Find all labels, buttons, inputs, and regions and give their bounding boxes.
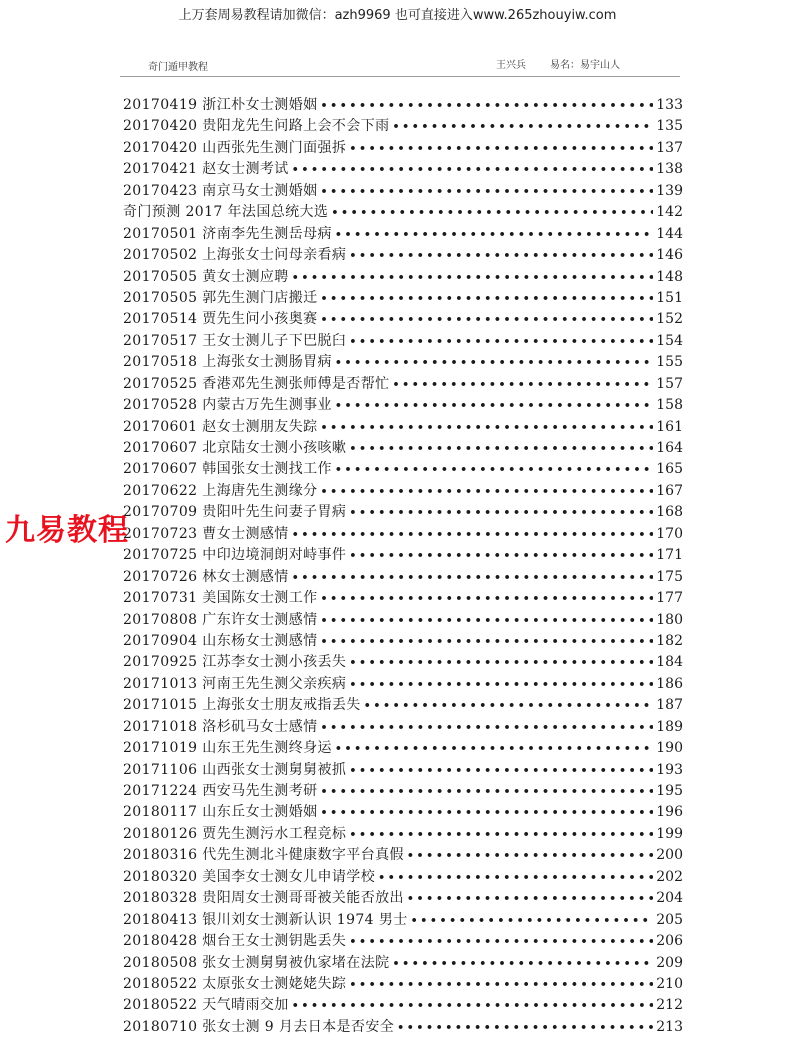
toc-entry-title: 20170808 广东许女士测感情 xyxy=(123,611,318,628)
toc-dot-leader xyxy=(349,760,653,781)
toc-entry[interactable] xyxy=(123,845,683,866)
toc-entry[interactable] xyxy=(123,652,683,673)
top-banner: 上万套周易教程请加微信：azh9969 也可直接进入www.265zhouyiw.com xyxy=(178,8,617,23)
toc-entry[interactable] xyxy=(123,374,683,395)
toc-entry[interactable] xyxy=(123,695,683,716)
toc-dot-leader xyxy=(349,438,653,459)
toc-entry[interactable] xyxy=(123,417,683,438)
toc-entry[interactable] xyxy=(123,331,683,352)
toc-entry-title: 20180126 贾先生测污水工程竞标 xyxy=(123,825,347,842)
toc-dot-leader xyxy=(349,824,653,845)
toc-dot-leader xyxy=(335,224,653,245)
toc-entry[interactable] xyxy=(123,567,683,588)
toc-dot-leader xyxy=(335,395,653,416)
toc-entry-page-number: 202 xyxy=(656,868,683,885)
toc-entry[interactable] xyxy=(123,738,683,759)
toc-entry-title: 20170517 王女士测儿子下巴脱臼 xyxy=(123,332,347,349)
toc-entry[interactable] xyxy=(123,138,683,159)
toc-entry[interactable] xyxy=(123,802,683,823)
author-name: 王兴兵 xyxy=(496,60,526,71)
toc-entry-title: 20170622 上海唐先生测缘分 xyxy=(123,482,318,499)
toc-entry-page-number: 161 xyxy=(656,418,683,435)
toc-entry-page-number: 135 xyxy=(656,118,683,135)
toc-dot-leader xyxy=(321,717,653,738)
toc-entry[interactable] xyxy=(123,931,683,952)
toc-entry-page-number: 199 xyxy=(656,825,683,842)
toc-entry[interactable] xyxy=(123,181,683,202)
toc-entry-title: 20170904 山东杨女士测感情 xyxy=(123,632,318,649)
author-info xyxy=(496,56,620,71)
toc-entry-title: 20180316 代先生测北斗健康数字平台真假 xyxy=(123,847,404,864)
toc-entry[interactable] xyxy=(123,159,683,180)
toc-entry[interactable] xyxy=(123,588,683,609)
toc-entry-title: 20180320 美国李女士测女儿申请学校 xyxy=(123,868,376,885)
toc-entry-page-number: 205 xyxy=(656,911,683,928)
toc-dot-leader xyxy=(393,374,653,395)
toc-dot-leader xyxy=(321,781,653,802)
toc-entry[interactable] xyxy=(123,502,683,523)
toc-entry[interactable] xyxy=(123,824,683,845)
toc-entry-title: 20180428 烟台王女士测钥匙丢失 xyxy=(123,933,347,950)
toc-dot-leader xyxy=(407,888,653,909)
toc-entry-page-number: 190 xyxy=(656,740,683,757)
toc-dot-leader xyxy=(335,459,653,480)
toc-entry-title: 20180508 张女士测舅舅被仇家堵在法院 xyxy=(123,954,390,971)
toc-entry-title: 20170607 北京陆女士测小孩咳嗽 xyxy=(123,440,347,456)
toc-entry-page-number: 152 xyxy=(656,311,683,328)
toc-dot-leader xyxy=(321,417,653,438)
toc-dot-leader xyxy=(321,95,653,116)
toc-entry[interactable] xyxy=(123,202,683,223)
toc-entry[interactable] xyxy=(123,459,683,480)
toc-entry[interactable] xyxy=(123,974,683,995)
toc-entry-page-number: 193 xyxy=(656,761,683,778)
toc-dot-leader xyxy=(349,931,653,952)
toc-dot-leader xyxy=(292,267,653,288)
page-header xyxy=(0,56,795,72)
toc-entry[interactable] xyxy=(123,395,683,416)
toc-entry-page-number: 209 xyxy=(656,954,683,971)
toc-entry-title: 奇门预测 2017 年法国总统大选 xyxy=(123,204,329,221)
toc-dot-leader xyxy=(378,867,653,888)
toc-entry-title: 20170723 曹女士测感情 xyxy=(123,525,289,542)
toc-entry-page-number: 206 xyxy=(656,933,683,950)
toc-entry-title: 20170731 美国陈女士测工作 xyxy=(123,590,318,607)
watermark-logo: 九易教程 xyxy=(5,513,129,548)
toc-entry[interactable] xyxy=(123,245,683,266)
toc-entry[interactable] xyxy=(123,995,683,1016)
toc-entry-title: 20170421 赵女士测考试 xyxy=(123,161,289,178)
toc-dot-leader xyxy=(321,631,653,652)
toc-entry[interactable] xyxy=(123,953,683,974)
toc-entry[interactable] xyxy=(123,545,683,566)
toc-entry-title: 20170925 江苏李女士测小孩丢失 xyxy=(123,654,347,671)
toc-dot-leader xyxy=(321,309,653,330)
toc-dot-leader xyxy=(321,181,653,202)
toc-entry-page-number: 182 xyxy=(656,632,683,649)
toc-entry-title: 20170607 韩国张女士测找工作 xyxy=(123,461,332,478)
toc-entry-page-number: 212 xyxy=(656,997,683,1014)
toc-entry-title: 20170528 内蒙古万先生测事业 xyxy=(123,397,332,414)
toc-entry-page-number: 167 xyxy=(656,482,683,499)
toc-entry-page-number: 171 xyxy=(656,547,683,564)
toc-entry-page-number: 157 xyxy=(656,375,683,392)
toc-dot-leader xyxy=(349,974,653,995)
toc-entry-title: 20170601 赵女士测朋友失踪 xyxy=(123,418,318,435)
toc-entry-title: 20171019 山东王先生测终身运 xyxy=(123,740,332,757)
toc-entry-page-number: 151 xyxy=(656,289,683,306)
toc-entry-page-number: 137 xyxy=(656,139,683,156)
toc-entry[interactable] xyxy=(123,867,683,888)
toc-entry-page-number: 154 xyxy=(656,332,683,349)
toc-entry-page-number: 204 xyxy=(656,890,683,907)
toc-entry-title: 20180413 银川刘女士测新认识 1974 男士 xyxy=(123,911,408,928)
toc-entry[interactable] xyxy=(123,224,683,245)
toc-entry-title: 20171224 西安马先生测考研 xyxy=(123,783,318,799)
toc-dot-leader xyxy=(292,995,653,1016)
toc-entry[interactable] xyxy=(123,438,683,459)
toc-entry-title: 20170505 黄女士测应聘 xyxy=(123,268,289,285)
toc-dot-leader xyxy=(292,524,653,545)
toc-entry[interactable] xyxy=(123,267,683,288)
toc-entry-page-number: 187 xyxy=(656,697,683,714)
toc-dot-leader xyxy=(407,845,653,866)
toc-entry-title: 20170502 上海张女士问母亲看病 xyxy=(123,247,347,264)
toc-entry[interactable] xyxy=(123,674,683,695)
book-title: 奇门遁甲教程 xyxy=(148,62,208,73)
toc-entry[interactable] xyxy=(123,116,683,137)
toc-dot-leader xyxy=(397,1017,653,1038)
toc-entry-page-number: 170 xyxy=(656,525,683,542)
toc-entry-page-number: 196 xyxy=(656,804,683,821)
toc-dot-leader xyxy=(321,481,653,502)
toc-entry[interactable] xyxy=(123,781,683,802)
toc-entry-page-number: 144 xyxy=(656,225,683,242)
toc-entry[interactable] xyxy=(123,524,683,545)
toc-entry-page-number: 155 xyxy=(656,354,683,371)
toc-dot-leader xyxy=(321,588,653,609)
toc-dot-leader xyxy=(292,159,653,180)
toc-dot-leader xyxy=(393,953,653,974)
toc-entry[interactable] xyxy=(123,309,683,330)
toc-entry[interactable] xyxy=(123,288,683,309)
toc-entry-title: 20170514 贾先生问小孩奥赛 xyxy=(123,311,318,328)
toc-dot-leader xyxy=(349,138,653,159)
toc-entry-title: 20180522 太原张女士测姥姥失踪 xyxy=(123,975,347,992)
toc-entry-page-number: 186 xyxy=(656,675,683,692)
toc-entry-page-number: 139 xyxy=(656,182,683,199)
toc-dot-leader xyxy=(393,116,653,137)
toc-dot-leader xyxy=(349,245,653,266)
toc-dot-leader xyxy=(349,652,653,673)
toc-dot-leader xyxy=(335,738,653,759)
toc-entry-page-number: 164 xyxy=(656,440,683,456)
toc-entry-title: 20170725 中印边境洞朗对峙事件 xyxy=(123,547,347,564)
toc-entry[interactable] xyxy=(123,1017,683,1038)
toc-entry[interactable] xyxy=(123,352,683,373)
toc-dot-leader xyxy=(349,502,653,523)
toc-dot-leader xyxy=(349,331,653,352)
toc-entry-page-number: 142 xyxy=(656,204,683,221)
toc-entry-title: 20170709 贵阳叶先生问妻子胃病 xyxy=(123,504,347,521)
toc-dot-leader xyxy=(349,674,653,695)
toc-entry-page-number: 180 xyxy=(656,611,683,628)
toc-entry-page-number: 175 xyxy=(656,568,683,585)
toc-entry-page-number: 138 xyxy=(656,161,683,178)
author-alias: 易名：易宇山人 xyxy=(550,60,620,71)
toc-dot-leader xyxy=(335,352,653,373)
toc-entry[interactable] xyxy=(123,760,683,781)
toc-entry-page-number: 195 xyxy=(656,783,683,799)
toc-entry-title: 20171018 洛杉矶马女士感情 xyxy=(123,718,318,735)
toc-entry-title: 20170420 贵阳龙先生问路上会不会下雨 xyxy=(123,118,390,135)
toc-entry-page-number: 213 xyxy=(656,1018,683,1035)
toc-entry-title: 20171013 河南王先生测父亲疾病 xyxy=(123,675,347,692)
toc-entry-title: 20170525 香港邓先生测张师傅是否帮忙 xyxy=(123,375,390,392)
toc-entry-page-number: 189 xyxy=(656,718,683,735)
toc-dot-leader xyxy=(349,545,653,566)
toc-entry-title: 20180117 山东丘女士测婚姻 xyxy=(123,804,318,821)
toc-entry[interactable] xyxy=(123,95,683,116)
toc-entry-title: 20171015 上海张女士朋友戒指丢失 xyxy=(123,697,361,714)
toc-dot-leader xyxy=(292,567,653,588)
toc-entry-page-number: 133 xyxy=(656,97,683,113)
toc-entry-page-number: 158 xyxy=(656,397,683,414)
toc-entry[interactable] xyxy=(123,910,683,931)
toc-entry-page-number: 146 xyxy=(656,247,683,264)
toc-entry[interactable] xyxy=(123,631,683,652)
toc-entry-title: 20170505 郭先生测门店搬迁 xyxy=(123,289,318,306)
toc-entry-title: 20170501 济南李先生测岳母病 xyxy=(123,225,332,242)
toc-entry-page-number: 210 xyxy=(656,975,683,992)
toc-entry-page-number: 148 xyxy=(656,268,683,285)
toc-entry-page-number: 200 xyxy=(656,847,683,864)
toc-entry-title: 20170518 上海张女士测肠胃病 xyxy=(123,354,332,371)
toc-dot-leader xyxy=(321,288,653,309)
toc-entry-title: 20180522 天气晴雨交加 xyxy=(123,997,289,1014)
toc-entry-title: 20171106 山西张女士测舅舅被抓 xyxy=(123,761,347,778)
toc-dot-leader xyxy=(411,910,653,931)
toc-entry-title: 20170420 山西张先生测门面强拆 xyxy=(123,139,347,156)
toc-entry-title: 20180328 贵阳周女士测哥哥被关能否放出 xyxy=(123,890,404,907)
toc-entry-page-number: 184 xyxy=(656,654,683,671)
toc-entry[interactable] xyxy=(123,610,683,631)
toc-entry-title: 20170726 林女士测感情 xyxy=(123,568,289,585)
toc-entry-title: 20180710 张女士测 9 月去日本是否安全 xyxy=(123,1018,395,1035)
toc-dot-leader xyxy=(364,695,653,716)
toc-entry[interactable] xyxy=(123,888,683,909)
toc-entry-title: 20170419 浙江朴女士测婚姻 xyxy=(123,97,318,113)
toc-entry-page-number: 177 xyxy=(656,590,683,607)
toc-entry[interactable] xyxy=(123,717,683,738)
toc-entry[interactable] xyxy=(123,481,683,502)
header-divider xyxy=(120,76,680,77)
table-of-contents xyxy=(123,95,683,1038)
toc-dot-leader xyxy=(331,202,653,223)
toc-dot-leader xyxy=(321,802,653,823)
toc-dot-leader xyxy=(321,610,653,631)
toc-entry-page-number: 165 xyxy=(656,461,683,478)
toc-entry-page-number: 168 xyxy=(656,504,683,521)
toc-entry-title: 20170423 南京马女士测婚姻 xyxy=(123,182,318,199)
